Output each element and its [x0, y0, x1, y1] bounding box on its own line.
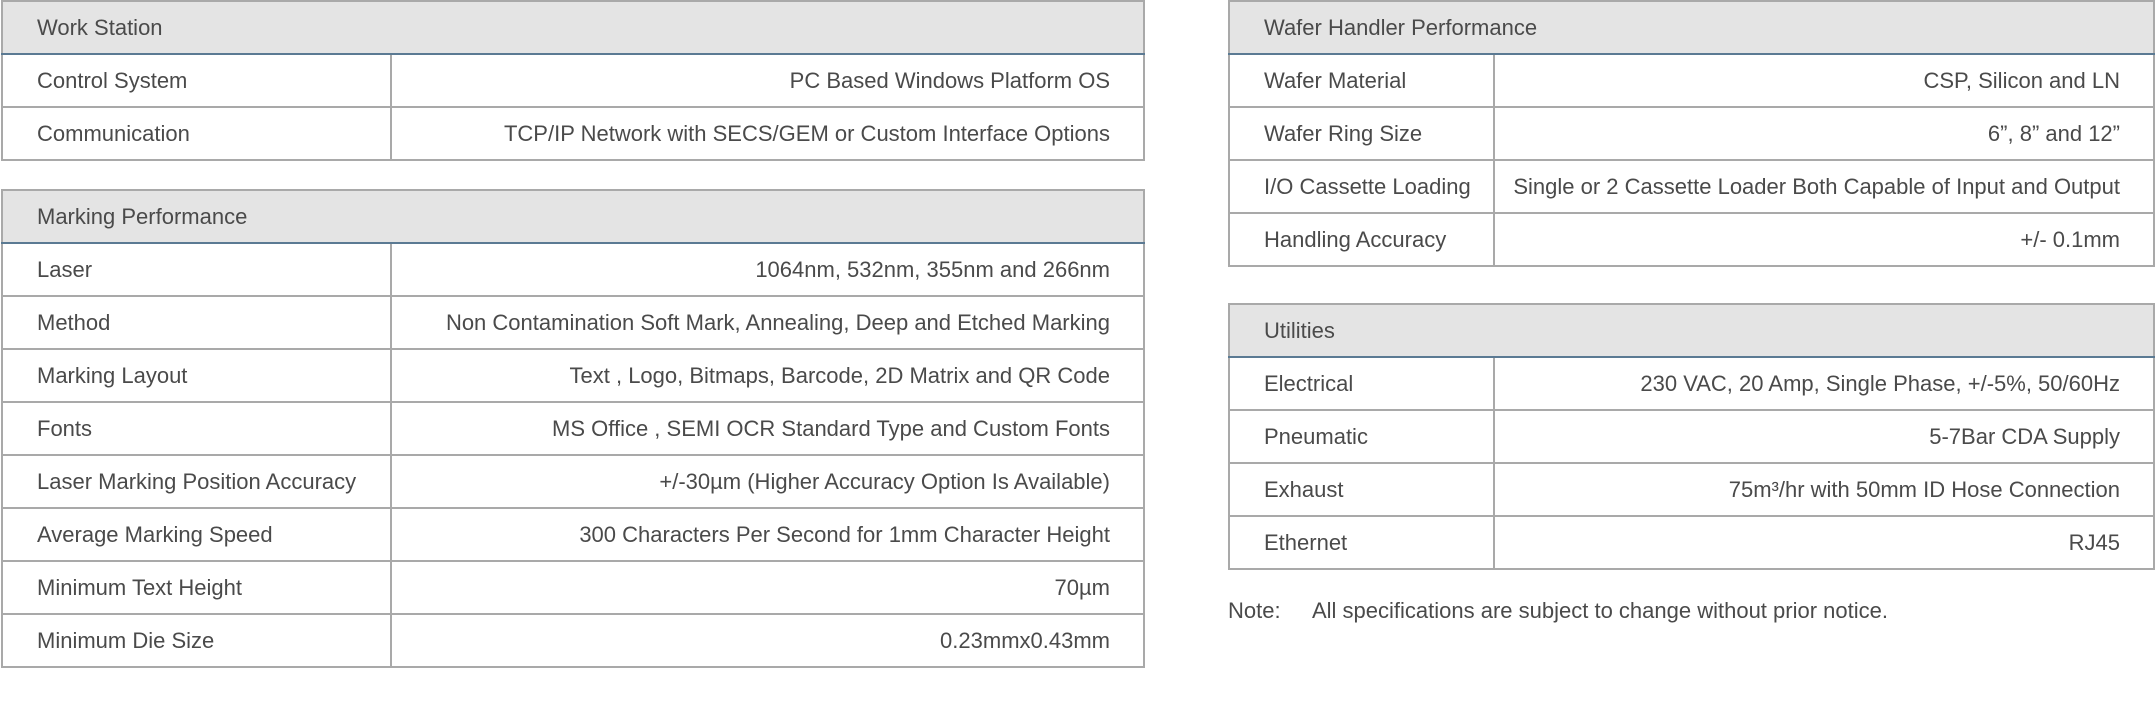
row-label: Average Marking Speed [2, 508, 391, 561]
table-row [2, 455, 1144, 508]
row-label: Electrical [1229, 357, 1494, 410]
row-value: 6”, 8” and 12” [1494, 107, 2154, 160]
table-header-row [2, 1, 1144, 54]
row-label: Method [2, 296, 391, 349]
work-station-table [1, 0, 1145, 161]
marking-performance-table [1, 189, 1145, 668]
row-value: TCP/IP Network with SECS/GEM or Custom Interface Options [391, 107, 1144, 160]
row-value: 5-7Bar CDA Supply [1494, 410, 2154, 463]
note-text: All specifications are subject to change without prior notice. [1312, 598, 1888, 623]
row-value: +/-30µm (Higher Accuracy Option Is Available) [391, 455, 1144, 508]
row-label: Ethernet [1229, 516, 1494, 569]
table-header-row [1229, 1, 2154, 54]
table-row [1229, 463, 2154, 516]
table-row [2, 296, 1144, 349]
table-row [2, 561, 1144, 614]
row-label: Wafer Material [1229, 54, 1494, 107]
table-row [1229, 160, 2154, 213]
table-row [1229, 357, 2154, 410]
row-value: 1064nm, 532nm, 355nm and 266nm [391, 243, 1144, 296]
row-label: Wafer Ring Size [1229, 107, 1494, 160]
row-label: Laser Marking Position Accuracy [2, 455, 391, 508]
utilities-table [1228, 303, 2155, 570]
row-value: +/- 0.1mm [1494, 213, 2154, 266]
row-value: Non Contamination Soft Mark, Annealing, Deep and Etched Marking [391, 296, 1144, 349]
footnote [1228, 598, 1888, 624]
wafer-handler-table [1228, 0, 2155, 267]
table-row [2, 402, 1144, 455]
section-title: Utilities [1229, 304, 2154, 357]
row-label: Handling Accuracy [1229, 213, 1494, 266]
table-row [2, 107, 1144, 160]
table-row [1229, 410, 2154, 463]
row-value: MS Office , SEMI OCR Standard Type and Custom Fonts [391, 402, 1144, 455]
section-title: Marking Performance [2, 190, 1144, 243]
row-value: 300 Characters Per Second for 1mm Character Height [391, 508, 1144, 561]
row-label: Marking Layout [2, 349, 391, 402]
table-header-row [1229, 304, 2154, 357]
row-label: Fonts [2, 402, 391, 455]
row-value: 75m³/hr with 50mm ID Hose Connection [1494, 463, 2154, 516]
row-label: Laser [2, 243, 391, 296]
row-label: Pneumatic [1229, 410, 1494, 463]
row-label: Communication [2, 107, 391, 160]
row-value: PC Based Windows Platform OS [391, 54, 1144, 107]
row-value: 0.23mmx0.43mm [391, 614, 1144, 667]
table-row [1229, 107, 2154, 160]
table-row [2, 243, 1144, 296]
row-value: 230 VAC, 20 Amp, Single Phase, +/-5%, 50/60Hz [1494, 357, 2154, 410]
table-row [1229, 54, 2154, 107]
row-label: Control System [2, 54, 391, 107]
section-title: Work Station [2, 1, 1144, 54]
row-label: Minimum Die Size [2, 614, 391, 667]
row-value: CSP, Silicon and LN [1494, 54, 2154, 107]
table-row [2, 54, 1144, 107]
table-row [2, 614, 1144, 667]
table-row [1229, 516, 2154, 569]
table-row [2, 508, 1144, 561]
row-label: I/O Cassette Loading [1229, 160, 1494, 213]
note-label: Note: [1228, 598, 1281, 623]
section-title: Wafer Handler Performance [1229, 1, 2154, 54]
table-row [2, 349, 1144, 402]
row-value: 70µm [391, 561, 1144, 614]
row-label: Exhaust [1229, 463, 1494, 516]
table-header-row [2, 190, 1144, 243]
row-value: Single or 2 Cassette Loader Both Capable of Input and Output [1494, 160, 2154, 213]
table-row [1229, 213, 2154, 266]
row-value: RJ45 [1494, 516, 2154, 569]
row-value: Text , Logo, Bitmaps, Barcode, 2D Matrix and QR Code [391, 349, 1144, 402]
row-label: Minimum Text Height [2, 561, 391, 614]
